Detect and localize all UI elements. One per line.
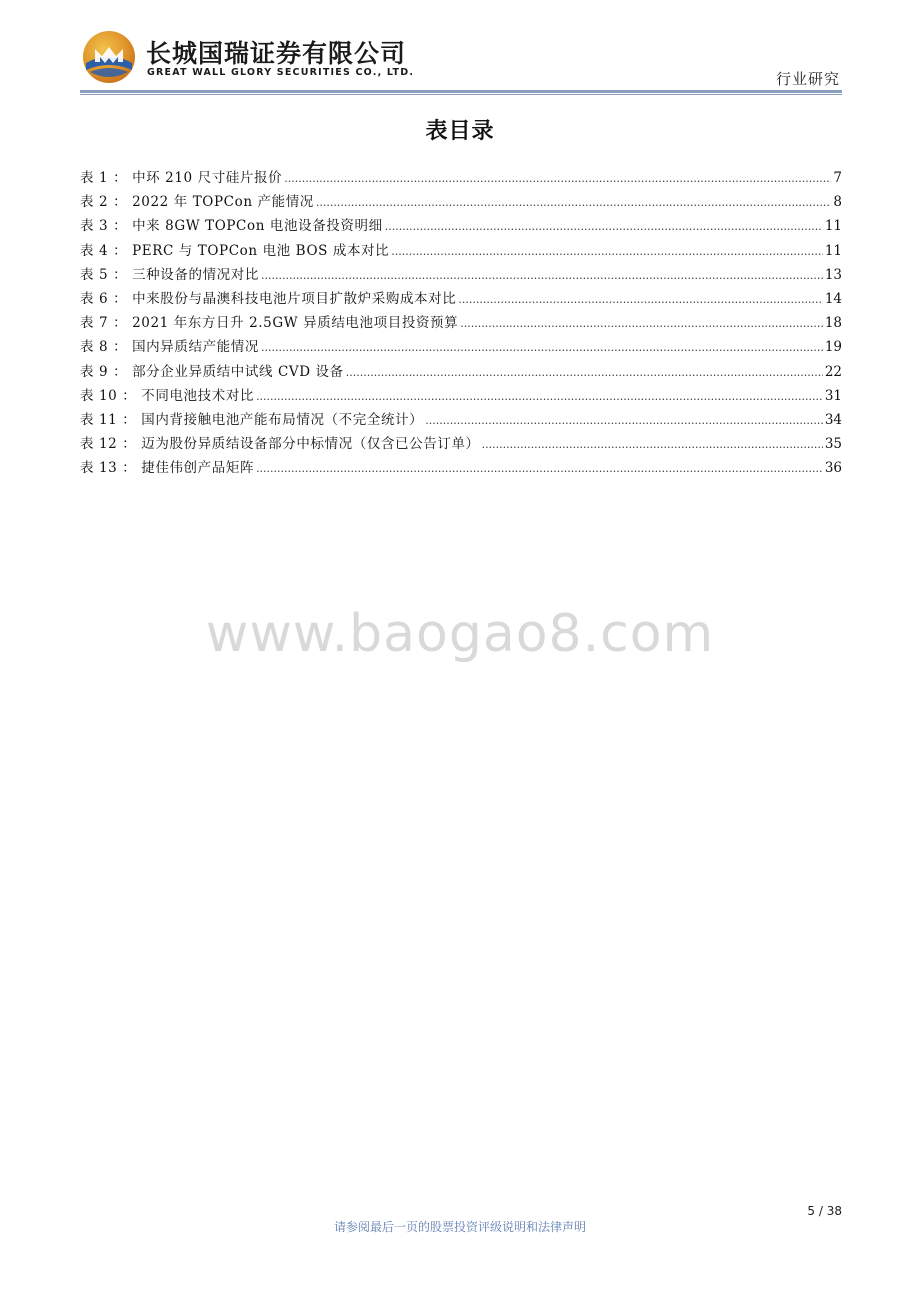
toc-entry-page: 8 [833, 194, 842, 211]
toc-entry-label: 表 10 ： 不同电池技术对比 [80, 387, 255, 404]
company-name-chinese: 长城国瑞证券有限公司 [146, 39, 407, 68]
footer-disclaimer-link[interactable]: 请参阅最后一页的股票投资评级说明和法律声明 [333, 1220, 586, 1234]
toc-entry-label: 表 9 ： 部分企业异质结中试线 CVD 设备 [80, 363, 344, 380]
page-number: 5 / 38 [807, 1204, 842, 1218]
toc-dot-leader [482, 433, 823, 457]
toc-entry-page: 31 [824, 387, 842, 404]
page-title: 表目录 [425, 119, 495, 144]
toc-entry-label: 表 6 ： 中来股份与晶澳科技电池片项目扩散炉采购成本对比 [80, 290, 457, 307]
toc-entry[interactable] [80, 239, 842, 263]
toc-entry[interactable] [80, 311, 842, 335]
toc-dot-leader [284, 167, 831, 191]
toc-entry-page: 11 [824, 242, 842, 259]
toc-entry[interactable] [80, 335, 842, 359]
toc-dot-leader [261, 264, 823, 288]
great-wall-glory-logo-icon [82, 30, 136, 84]
toc-entry-page: 18 [824, 315, 842, 332]
toc-entry-page: 14 [824, 290, 842, 307]
page-header [80, 28, 842, 94]
toc-entry-label: 表 7 ： 2021 年东方日升 2.5GW 异质结电池项目投资预算 [80, 315, 459, 332]
toc-entry-label: 表 2 ： 2022 年 TOPCon 产能情况 [80, 194, 314, 211]
toc-entry[interactable] [80, 190, 842, 214]
toc-entry[interactable] [80, 456, 842, 480]
toc-dot-leader [425, 409, 823, 433]
toc-entry-page: 11 [824, 218, 842, 235]
toc-entry-label: 表 1 ： 中环 210 尺寸硅片报价 [80, 170, 283, 186]
toc-dot-leader [261, 336, 823, 360]
toc-entry[interactable] [80, 287, 842, 311]
toc-entry-label: 表 13 ： 捷佳伟创产品矩阵 [80, 460, 255, 477]
toc-entry-label: 表 4 ： PERC 与 TOPCon 电池 BOS 成本对比 [80, 242, 390, 259]
report-category: 行业研究 [775, 70, 840, 88]
toc-entry-page: 36 [824, 460, 842, 477]
toc-entry-label: 表 12 ： 迈为股份异质结设备部分中标情况（仅含已公告订单） [80, 436, 480, 453]
toc-dot-leader [391, 240, 823, 264]
toc-entry-label: 表 3 ： 中来 8GW TOPCon 电池设备投资明细 [80, 218, 383, 235]
toc-entry-label: 表 5 ： 三种设备的情况对比 [80, 266, 259, 283]
toc-entry-label: 表 8 ： 国内异质结产能情况 [80, 339, 259, 356]
toc-entry-page: 7 [833, 170, 842, 186]
toc-entry-page: 35 [824, 436, 842, 453]
toc-entry[interactable] [80, 263, 842, 287]
company-name-english: GREAT WALL GLORY SECURITIES CO., LTD. [147, 67, 415, 78]
toc-entry-page: 22 [824, 363, 842, 380]
toc-dot-leader [316, 191, 832, 215]
header-divider-thin [80, 94, 842, 95]
toc-entry-label: 表 11 ： 国内背接触电池产能布局情况（不完全统计） [80, 411, 424, 428]
toc-dot-leader [460, 312, 823, 336]
toc-entry-page: 19 [824, 339, 842, 356]
toc-dot-leader [256, 385, 823, 409]
watermark: www.baogao8.com [205, 604, 715, 664]
toc-entry-page: 13 [824, 266, 842, 283]
toc-entry[interactable] [80, 166, 842, 190]
toc-entry-page: 34 [824, 411, 842, 428]
toc-dot-leader [256, 457, 823, 481]
toc-entry[interactable] [80, 214, 842, 238]
toc-dot-leader [346, 361, 823, 385]
table-of-contents [80, 166, 842, 480]
header-divider [80, 90, 842, 93]
toc-entry[interactable] [80, 432, 842, 456]
toc-entry[interactable] [80, 408, 842, 432]
toc-dot-leader [385, 215, 823, 239]
toc-dot-leader [458, 288, 822, 312]
toc-entry[interactable] [80, 360, 842, 384]
toc-entry[interactable] [80, 384, 842, 408]
